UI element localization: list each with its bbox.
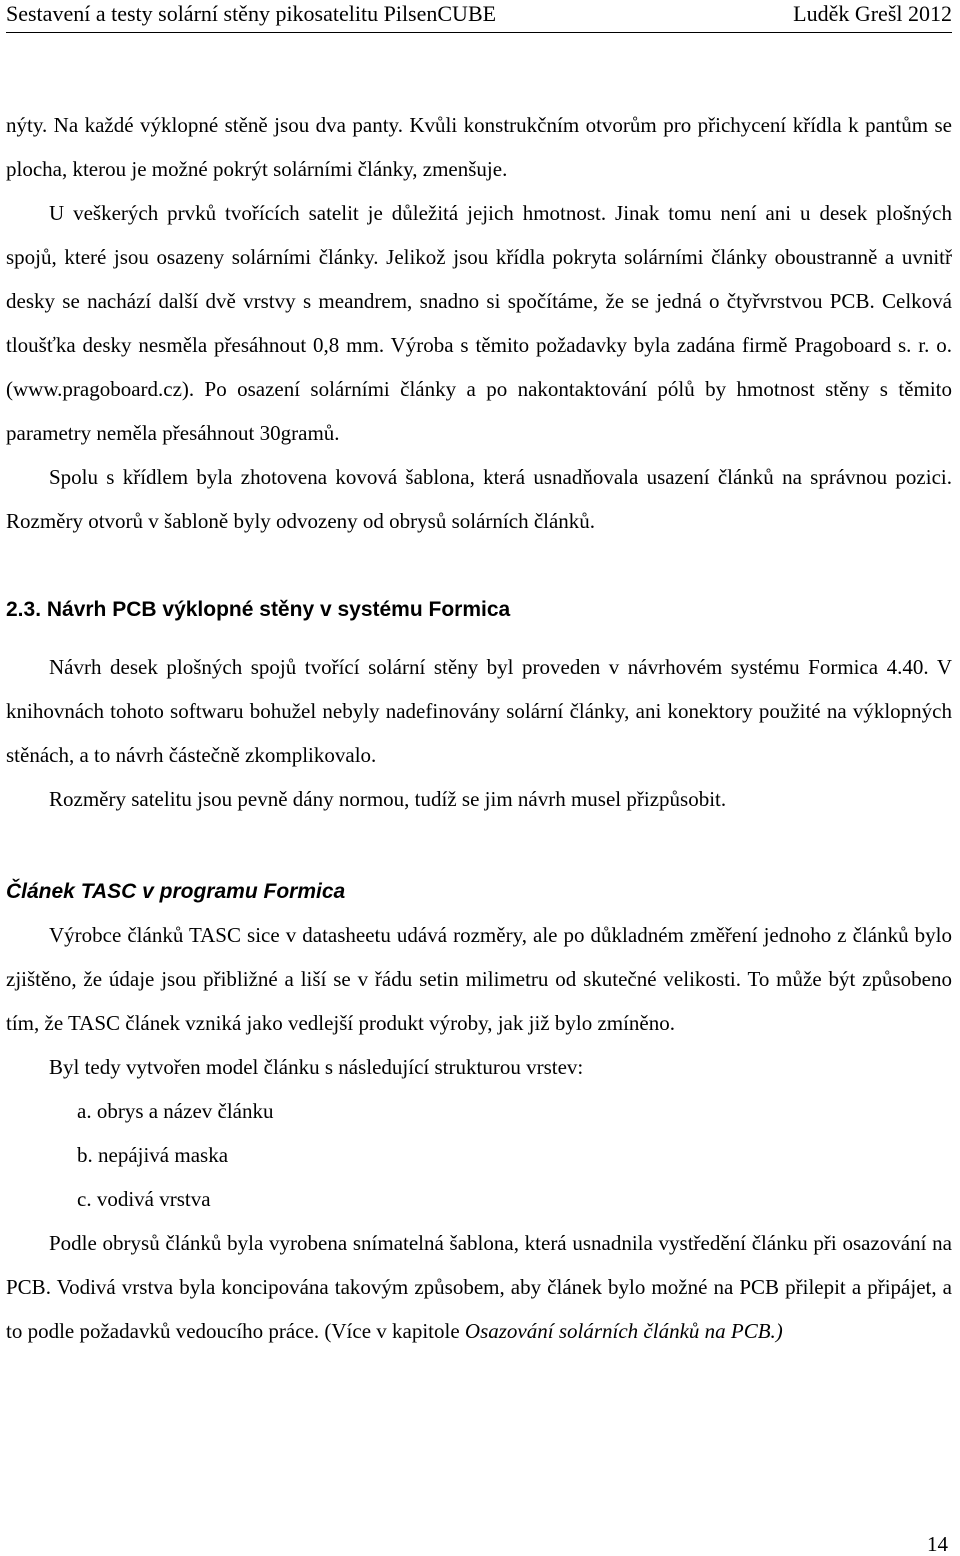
list-item: c. vodivá vrstva	[77, 1187, 211, 1211]
layer-list	[6, 1089, 952, 1221]
paragraph-dimensions: Rozměry satelitu jsou pevně dány normou, tudíž se jim návrh musel přizpůsobit.	[49, 787, 727, 811]
list-item: b. nepájivá maska	[77, 1143, 229, 1167]
paragraph-template: Spolu s křídlem byla zhotovena kovová šablona, která usnadňovala usazení článků na správnou pozici. Rozměry otvorů v šabloně byly odvozeny od obrysů solárních článků.	[6, 465, 952, 533]
page-body	[6, 103, 952, 1353]
paragraph-hinges: nýty. Na každé výklopné stěně jsou dva panty. Kvůli konstrukčním otvorům pro přichycení křídla k pantům se plocha, kterou je možné pokrýt solárními články, zmenšuje.	[6, 113, 952, 181]
section-heading: 2.3. Návrh PCB výklopné stěny v systému Formica	[6, 598, 511, 621]
paragraph-layers-intro: Byl tedy vytvořen model článku s následující strukturou vrstev:	[49, 1055, 584, 1079]
subsection-heading: Článek TASC v programu Formica	[6, 880, 346, 903]
header-title: Sestavení a testy solární stěny pikosatelitu PilsenCUBE	[6, 1, 497, 26]
list-item: a. obrys a název článku	[77, 1099, 274, 1123]
paragraph-stencil	[6, 1221, 952, 1353]
page-number: 14	[927, 1532, 948, 1556]
stencil-text: Podle obrysů článků byla vyrobena snímatelná šablona, která usnadnila vystředění článku při osazování na PCB. Vodivá vrstva byla koncipována takovým způsobem, aby článek bylo možné na PCB přilepit a připájet, a to podle požadavků vedoucího práce. (Více v kapitole	[6, 1231, 952, 1343]
header-author: Luděk Grešl 2012	[793, 1, 952, 26]
paragraph-mass: U veškerých prvků tvořících satelit je důležitá jejich hmotnost. Jinak tomu není ani u desek plošných spojů, které jsou osazeny solárními články. Jelikož jsou křídla pokryta solárními články oboustranně a uvnitř desky se nachází další dvě vrstvy s meandrem, snadno si spočítáme, že se jedná o čtyřvrstvou PCB. Celková tloušťka desky nesměla přesáhnout 0,8 mm. Výroba s těmito požadavky byla zadána firmě Pragoboard s. r. o. (www.pragoboard.cz). Po osazení solárními články a po nakontaktování pólů by hmotnost stěny s těmito parametry neměla přesáhnout 30gramů.	[6, 201, 952, 445]
paragraph-tasc: Výrobce článků TASC sice v datasheetu udává rozměry, ale po důkladném změření jednoho z článků bylo zjištěno, že údaje jsou přibližné a liší se v řádu setin milimetru od skutečné velikosti. To může být způsobeno tím, že TASC článek vzniká jako vedlejší produkt výroby, jak již bylo zmíněno.	[6, 923, 952, 1035]
running-header	[6, 0, 952, 33]
chapter-reference: Osazování solárních článků na PCB.)	[464, 1319, 783, 1343]
paragraph-formica: Návrh desek plošných spojů tvořící solární stěny byl proveden v návrhovém systému Formica 4.40. V knihovnách tohoto softwaru bohužel nebyly nadefinovány solární články, ani konektory použité na výklopných stěnách, a to návrh částečně zkomplikovalo.	[6, 655, 952, 767]
